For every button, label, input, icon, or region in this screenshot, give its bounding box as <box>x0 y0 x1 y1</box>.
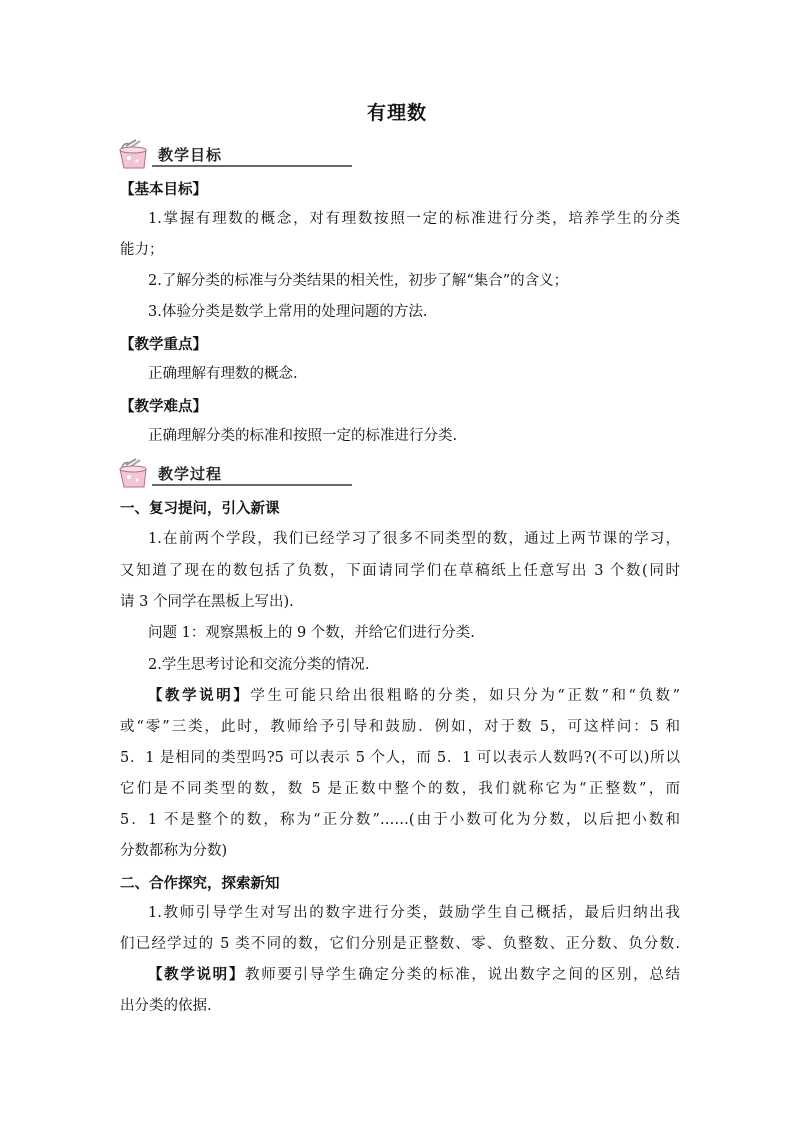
note-label: 【教学说明】 <box>148 688 251 704</box>
banner-underline <box>152 484 352 486</box>
part1-note-line3: 5．1 是相同的类型吗?5 可以表示 5 个人，而 5．1 可以表示人数吗?(不可以)所以 <box>120 750 680 766</box>
page-title: 有理数 <box>366 102 427 124</box>
part1-note-line2: 或“零”三类，此时，教师给予引导和鼓励．例如，对于数 5，可这样问：5 和 <box>120 719 680 735</box>
section-banner-goals <box>116 138 246 172</box>
difficulties-text: 正确理解分类的标准和按照一定的标准进行分类. <box>148 428 458 444</box>
part1-para1-line2: 又知道了现在的数包括了负数，下面请同学们在草稿纸上任意写出 3 个数(同时 <box>120 563 680 579</box>
part1-para1-line1: 1.在前两个学段，我们已经学习了很多不同类型的数，通过上两节课的学习， <box>148 531 680 547</box>
banner-label: 教学目标 <box>158 146 223 164</box>
part2-para1-line1: 1.教师引导学生对写出的数字进行分类，鼓励学生自己概括，最后归纳出我 <box>148 905 680 921</box>
part1-para1-line3: 请 3 个同学在黑板上写出). <box>120 594 294 610</box>
key-points-text: 正确理解有理数的概念. <box>148 366 298 382</box>
banner-label: 教学过程 <box>158 465 223 483</box>
part1-question1: 问题 1：观察黑板上的 9 个数，并给它们进行分类. <box>148 625 475 641</box>
part1-heading: 一、复习提问，引入新课 <box>120 501 280 517</box>
part2-note-line2: 出分类的依据. <box>120 998 212 1014</box>
part1-para2: 2.学生思考讨论和交流分类的情况. <box>148 657 370 673</box>
section-key-points: 【教学重点】 <box>120 337 207 353</box>
part1-note-line1 <box>148 686 680 706</box>
note-label: 【教学说明】 <box>148 967 246 983</box>
goal-1-line-2: 能力； <box>120 242 164 258</box>
goal-2: 2.了解分类的标准与分类结果的相关性，初步了解“集合”的含义； <box>148 273 569 289</box>
note-text: 学生可能只给出很粗略的分类，如只分为“正数”和“负数” <box>250 688 681 704</box>
part2-heading: 二、合作探究，探索新知 <box>120 876 280 892</box>
part1-note-line4: 它们是不同类型的数，数 5 是正数中整个的数，我们就称它为“正整数”，而 <box>120 781 680 797</box>
goal-1-line-1: 1.掌握有理数的概念，对有理数按照一定的标准进行分类，培养学生的分类 <box>148 211 680 227</box>
part1-note-line5: 5．1 不是整个的数，称为“正分数”……(由于小数可化为分数，以后把小数和 <box>120 812 680 828</box>
section-difficulties: 【教学难点】 <box>120 399 207 415</box>
note-text: 教师要引导学生确定分类的标准，说出数字之间的区别，总结 <box>245 967 680 983</box>
goal-3: 3.体验分类是数学上常用的处理问题的方法. <box>148 304 428 320</box>
part2-para1-line2: 们已经学过的 5 类不同的数，它们分别是正整数、零、负整数、正分数、负分数. <box>120 936 680 952</box>
section-banner-process <box>116 457 246 491</box>
section-basic-goals: 【基本目标】 <box>120 182 207 198</box>
part2-note-line1 <box>148 965 680 985</box>
banner-underline <box>152 165 352 167</box>
part1-note-line6: 分数都称为分数) <box>120 843 228 859</box>
